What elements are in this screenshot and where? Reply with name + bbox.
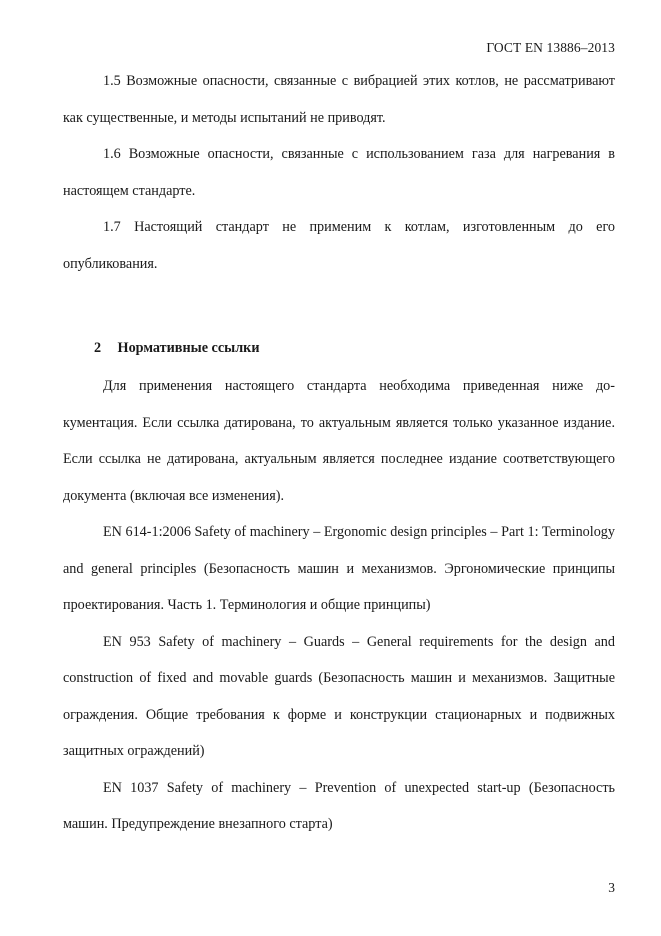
section-heading <box>63 330 615 366</box>
paragraph-1-6: 1.6 Возможные опасности, связанные с использованием газа для нагревания в настоящем стандарте. <box>63 146 615 199</box>
section-title: Нормативные ссылки <box>117 340 260 356</box>
reference-en-614-1: EN 614-1:2006 Safety of machinery – Ergonomic design principles – Part 1: Terminology and general principles (Безопасность машин и механизмов. Эргономические принципы проектирования. Часть 1. Терминология и общие принципы) <box>63 524 615 613</box>
reference-en-953: EN 953 Safety of machinery – Guards – General requirements for the design and construction of fixed and movable guards (Безопасность машин и механизмов. Защитные ограждения. Общие требования к форме и конструкции стационарных и подвижных защитных ограждений) <box>63 633 615 759</box>
paragraph-1-5: 1.5 Возможные опасности, связанные с вибрацией этих котлов, не рассматривают как существенные, и методы испытаний не приводят. <box>63 73 615 126</box>
page-content <box>63 63 615 843</box>
paragraph-1-7: 1.7 Настоящий стандарт не применим к котлам, изготовленным до его опубликования. <box>63 219 615 272</box>
section-number: 2 <box>94 340 102 356</box>
standard-code-header: ГОСТ EN 13886–2013 <box>486 40 615 55</box>
paragraph-refs-intro: Для применения настоящего стандарта необходима приведенная ниже документация. Если ссылка датирована, то актуальным является только указанное издание. Если ссылка не датирована, актуальным является последнее издание соответствующего документа (включая все изменения). <box>63 378 615 504</box>
page-number: 3 <box>608 880 615 895</box>
reference-en-1037: EN 1037 Safety of machinery – Prevention of unexpected start-up (Безопасность машин. Предупреждение внезапного старта) <box>63 779 615 832</box>
